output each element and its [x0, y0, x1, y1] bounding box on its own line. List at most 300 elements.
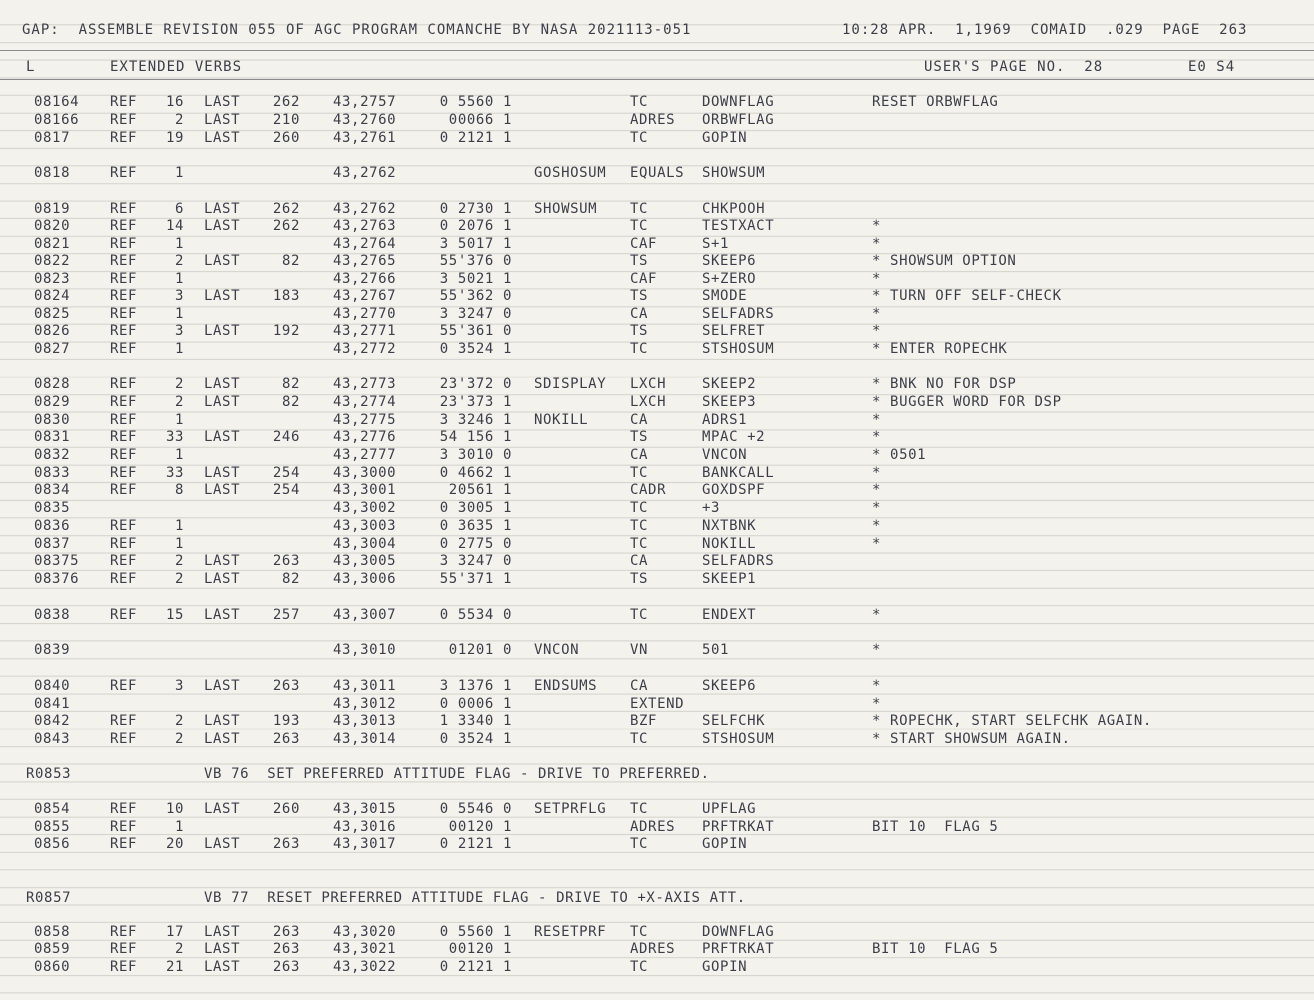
last-page: 257	[272, 607, 300, 623]
operand: TESTXACT	[702, 218, 775, 234]
last-page: 262	[272, 201, 300, 217]
label: RESETPRF	[534, 924, 607, 940]
opcode: TC	[630, 518, 649, 534]
operand: SELFRET	[702, 323, 766, 339]
octal-code: 3 5021 1	[439, 271, 512, 287]
line-number: 0839	[34, 642, 71, 658]
operand: SELFADRS	[702, 306, 775, 322]
listing-row	[0, 678, 1314, 696]
address: 43,3022	[333, 959, 397, 975]
last-page: 262	[272, 94, 300, 110]
ref-keyword: REF	[110, 607, 138, 623]
e0-s4-label: E0 S4	[1188, 59, 1236, 75]
last-page: 82	[281, 376, 300, 392]
listing-row	[0, 253, 1314, 271]
ref-count: 3	[174, 288, 184, 304]
last-page: 254	[272, 465, 300, 481]
ref-keyword: REF	[110, 941, 138, 957]
last-keyword: LAST	[204, 112, 241, 128]
banner-text: VB 77 RESET PREFERRED ATTITUDE FLAG - DRIVE TO +X-AXIS ATT.	[204, 890, 746, 906]
octal-code: 0 4662 1	[439, 465, 512, 481]
ref-keyword: REF	[110, 924, 138, 940]
ref-count: 1	[174, 271, 184, 287]
line-number: 0830	[34, 412, 71, 428]
listing-row	[0, 323, 1314, 341]
ref-keyword: REF	[110, 288, 138, 304]
last-page: 260	[272, 130, 300, 146]
line-number: 0834	[34, 482, 71, 498]
ref-count: 1	[174, 536, 184, 552]
ref-keyword: REF	[110, 341, 138, 357]
line-number: 0838	[34, 607, 71, 623]
address: 43,2775	[333, 412, 397, 428]
comment: *	[872, 465, 882, 481]
address: 43,3003	[333, 518, 397, 534]
octal-code: 0 3524 1	[439, 341, 512, 357]
ref-keyword: REF	[110, 218, 138, 234]
line-number: 08166	[34, 112, 80, 128]
operand: SHOWSUM	[702, 165, 766, 181]
listing-row	[0, 341, 1314, 359]
address: 43,3012	[333, 696, 397, 712]
operand: NOKILL	[702, 536, 757, 552]
operand: DOWNFLAG	[702, 924, 775, 940]
address: 43,3021	[333, 941, 397, 957]
ref-count: 2	[174, 553, 184, 569]
line-number: 0822	[34, 253, 71, 269]
ref-count: 33	[165, 429, 184, 445]
last-page: 263	[272, 836, 300, 852]
opcode: TS	[630, 323, 649, 339]
opcode: CA	[630, 678, 649, 694]
line-number: 0819	[34, 201, 71, 217]
octal-code: 55'376 0	[439, 253, 512, 269]
ref-keyword: REF	[110, 731, 138, 747]
ref-count: 1	[174, 165, 184, 181]
address: 43,2766	[333, 271, 397, 287]
ref-keyword: REF	[110, 271, 138, 287]
octal-code: 1 3340 1	[439, 713, 512, 729]
comment: BIT 10 FLAG 5	[872, 819, 999, 835]
last-page: 246	[272, 429, 300, 445]
opcode: VN	[630, 642, 649, 658]
opcode: TC	[630, 959, 649, 975]
ref-keyword: REF	[110, 376, 138, 392]
page-header	[0, 0, 1314, 80]
line-number: 0836	[34, 518, 71, 534]
listing-row	[0, 112, 1314, 130]
address: 43,3017	[333, 836, 397, 852]
last-page: 82	[281, 394, 300, 410]
operand: NXTBNK	[702, 518, 757, 534]
operand: SKEEP3	[702, 394, 757, 410]
line-number: 0828	[34, 376, 71, 392]
listing-row	[0, 288, 1314, 306]
ref-keyword: REF	[110, 412, 138, 428]
comment: *	[872, 236, 882, 252]
comment: *	[872, 482, 882, 498]
octal-code: 0 2775 0	[439, 536, 512, 552]
comment: * BNK NO FOR DSP	[872, 376, 1017, 392]
opcode: EQUALS	[630, 165, 685, 181]
section-title: EXTENDED VERBS	[110, 59, 243, 75]
ref-count: 14	[165, 218, 184, 234]
opcode: CADR	[630, 482, 667, 498]
listing-row	[0, 165, 1314, 183]
address: 43,2770	[333, 306, 397, 322]
address: 43,3014	[333, 731, 397, 747]
address: 43,2760	[333, 112, 397, 128]
assembly-title: GAP: ASSEMBLE REVISION 055 OF AGC PROGRAM COMANCHE BY NASA 2021113-051	[22, 22, 692, 38]
opcode: TC	[630, 536, 649, 552]
opcode: TS	[630, 571, 649, 587]
banner-row	[0, 890, 1314, 908]
ref-count: 10	[165, 801, 184, 817]
octal-code: 0 2730 1	[439, 201, 512, 217]
listing-row	[0, 482, 1314, 500]
banner-text: VB 76 SET PREFERRED ATTITUDE FLAG - DRIVE TO PREFERRED.	[204, 766, 710, 782]
operand: +3	[702, 500, 721, 516]
opcode: ADRES	[630, 112, 676, 128]
last-page: 82	[281, 571, 300, 587]
opcode: CA	[630, 553, 649, 569]
ref-keyword: REF	[110, 678, 138, 694]
opcode: TC	[630, 801, 649, 817]
last-page: 210	[272, 112, 300, 128]
last-page: 263	[272, 678, 300, 694]
comment: *	[872, 323, 882, 339]
listing-row	[0, 536, 1314, 554]
label: SHOWSUM	[534, 201, 598, 217]
octal-code: 3 3010 0	[439, 447, 512, 463]
address: 43,2757	[333, 94, 397, 110]
last-keyword: LAST	[204, 288, 241, 304]
last-keyword: LAST	[204, 465, 241, 481]
line-number: 0820	[34, 218, 71, 234]
opcode: BZF	[630, 713, 658, 729]
last-keyword: LAST	[204, 394, 241, 410]
ref-keyword: REF	[110, 236, 138, 252]
octal-code: 0 3635 1	[439, 518, 512, 534]
opcode: TC	[630, 731, 649, 747]
ref-keyword: REF	[110, 323, 138, 339]
label: SETPRFLG	[534, 801, 607, 817]
listing-row	[0, 218, 1314, 236]
opcode: CAF	[630, 271, 658, 287]
operand: GOPIN	[702, 130, 748, 146]
opcode: TC	[630, 341, 649, 357]
listing-row	[0, 447, 1314, 465]
last-keyword: LAST	[204, 94, 241, 110]
last-page: 263	[272, 924, 300, 940]
listing-row	[0, 941, 1314, 959]
comment: * SHOWSUM OPTION	[872, 253, 1017, 269]
ref-count: 1	[174, 306, 184, 322]
ref-keyword: REF	[110, 713, 138, 729]
octal-code: 0 5560 1	[439, 924, 512, 940]
label: ENDSUMS	[534, 678, 598, 694]
ref-keyword: REF	[110, 94, 138, 110]
octal-code: 0 5546 0	[439, 801, 512, 817]
line-number: 0827	[34, 341, 71, 357]
address: 43,2764	[333, 236, 397, 252]
last-keyword: LAST	[204, 130, 241, 146]
ref-keyword: REF	[110, 819, 138, 835]
listing-row	[0, 412, 1314, 430]
comment: *	[872, 696, 882, 712]
operand: GOPIN	[702, 836, 748, 852]
address: 43,2776	[333, 429, 397, 445]
operand: PRFTRKAT	[702, 941, 775, 957]
listing-row	[0, 836, 1314, 854]
listing-row	[0, 924, 1314, 942]
last-page: 263	[272, 731, 300, 747]
label: SDISPLAY	[534, 376, 607, 392]
address: 43,3015	[333, 801, 397, 817]
ref-count: 2	[174, 112, 184, 128]
octal-code: 0 2121 1	[439, 130, 512, 146]
octal-code: 0 3005 1	[439, 500, 512, 516]
operand: UPFLAG	[702, 801, 757, 817]
comment: * START SHOWSUM AGAIN.	[872, 731, 1071, 747]
listing-row	[0, 236, 1314, 254]
octal-code: 23'372 0	[439, 376, 512, 392]
operand: ENDEXT	[702, 607, 757, 623]
octal-code: 55'362 0	[439, 288, 512, 304]
line-number: 0858	[34, 924, 71, 940]
line-number: R0853	[26, 766, 72, 782]
octal-code: 0 2121 1	[439, 836, 512, 852]
opcode: TC	[630, 836, 649, 852]
last-page: 263	[272, 959, 300, 975]
ref-count: 2	[174, 376, 184, 392]
last-keyword: LAST	[204, 482, 241, 498]
last-keyword: LAST	[204, 201, 241, 217]
listing-row	[0, 130, 1314, 148]
line-number: 0841	[34, 696, 71, 712]
ref-keyword: REF	[110, 959, 138, 975]
line-number: 0837	[34, 536, 71, 552]
address: 43,3010	[333, 642, 397, 658]
opcode: TC	[630, 130, 649, 146]
octal-code: 0 5534 0	[439, 607, 512, 623]
last-keyword: LAST	[204, 571, 241, 587]
opcode: CA	[630, 447, 649, 463]
opcode: TC	[630, 607, 649, 623]
address: 43,2763	[333, 218, 397, 234]
last-keyword: LAST	[204, 323, 241, 339]
octal-code: 54 156 1	[439, 429, 512, 445]
ref-count: 1	[174, 236, 184, 252]
opcode: TC	[630, 465, 649, 481]
ref-count: 2	[174, 941, 184, 957]
last-page: 82	[281, 253, 300, 269]
line-number: 0829	[34, 394, 71, 410]
opcode: TS	[630, 288, 649, 304]
address: 43,3016	[333, 819, 397, 835]
octal-code: 0 0006 1	[439, 696, 512, 712]
last-keyword: LAST	[204, 607, 241, 623]
last-page: 254	[272, 482, 300, 498]
operand: ADRS1	[702, 412, 748, 428]
operand: S+1	[702, 236, 730, 252]
listing-row	[0, 429, 1314, 447]
last-keyword: LAST	[204, 731, 241, 747]
operand: SKEEP1	[702, 571, 757, 587]
line-number: 0826	[34, 323, 71, 339]
address: 43,2772	[333, 341, 397, 357]
comment: * 0501	[872, 447, 927, 463]
address: 43,3013	[333, 713, 397, 729]
ref-count: 2	[174, 394, 184, 410]
ref-count: 2	[174, 253, 184, 269]
line-number: 0832	[34, 447, 71, 463]
ref-keyword: REF	[110, 112, 138, 128]
ref-keyword: REF	[110, 465, 138, 481]
ref-keyword: REF	[110, 165, 138, 181]
line-number: 0856	[34, 836, 71, 852]
address: 43,2773	[333, 376, 397, 392]
ref-keyword: REF	[110, 801, 138, 817]
ref-keyword: REF	[110, 536, 138, 552]
octal-code: 3 5017 1	[439, 236, 512, 252]
opcode: LXCH	[630, 394, 667, 410]
header-rule-bottom	[0, 79, 1314, 80]
address: 43,3011	[333, 678, 397, 694]
comment: *	[872, 500, 882, 516]
listing-row	[0, 376, 1314, 394]
address: 43,2777	[333, 447, 397, 463]
opcode: CA	[630, 412, 649, 428]
octal-code: 55'371 1	[439, 571, 512, 587]
last-keyword: LAST	[204, 941, 241, 957]
line-number: 08376	[34, 571, 80, 587]
ref-count: 16	[165, 94, 184, 110]
listing-type: L	[26, 59, 36, 75]
listing-row	[0, 394, 1314, 412]
line-number: 0843	[34, 731, 71, 747]
last-keyword: LAST	[204, 836, 241, 852]
ref-keyword: REF	[110, 130, 138, 146]
octal-code: 0 2076 1	[439, 218, 512, 234]
listing-row	[0, 306, 1314, 324]
comment: *	[872, 271, 882, 287]
address: 43,3020	[333, 924, 397, 940]
octal-code: 00066 1	[448, 112, 512, 128]
line-number: 0824	[34, 288, 71, 304]
address: 43,2774	[333, 394, 397, 410]
last-page: 263	[272, 553, 300, 569]
last-keyword: LAST	[204, 218, 241, 234]
listing-row	[0, 642, 1314, 660]
ref-keyword: REF	[110, 553, 138, 569]
last-keyword: LAST	[204, 429, 241, 445]
label: GOSHOSUM	[534, 165, 607, 181]
last-keyword: LAST	[204, 553, 241, 569]
ref-count: 2	[174, 713, 184, 729]
opcode: TC	[630, 924, 649, 940]
line-number: 0818	[34, 165, 71, 181]
address: 43,2765	[333, 253, 397, 269]
opcode: TS	[630, 429, 649, 445]
operand: GOPIN	[702, 959, 748, 975]
last-page: 260	[272, 801, 300, 817]
octal-code: 3 3247 0	[439, 553, 512, 569]
address: 43,2761	[333, 130, 397, 146]
ref-count: 20	[165, 836, 184, 852]
ref-count: 6	[174, 201, 184, 217]
ref-count: 1	[174, 518, 184, 534]
listing-row	[0, 731, 1314, 749]
user-page-number: USER'S PAGE NO. 28	[924, 59, 1104, 75]
operand: S+ZERO	[702, 271, 757, 287]
last-page: 263	[272, 941, 300, 957]
last-keyword: LAST	[204, 376, 241, 392]
last-keyword: LAST	[204, 959, 241, 975]
ref-count: 1	[174, 447, 184, 463]
opcode: TC	[630, 94, 649, 110]
operand: ORBWFLAG	[702, 112, 775, 128]
ref-count: 2	[174, 571, 184, 587]
octal-code: 3 3247 0	[439, 306, 512, 322]
ref-count: 21	[165, 959, 184, 975]
comment: BIT 10 FLAG 5	[872, 941, 999, 957]
address: 43,3004	[333, 536, 397, 552]
listing-row	[0, 271, 1314, 289]
last-page: 262	[272, 218, 300, 234]
last-page: 192	[272, 323, 300, 339]
octal-code: 0 3524 1	[439, 731, 512, 747]
address: 43,3007	[333, 607, 397, 623]
address: 43,3002	[333, 500, 397, 516]
operand: GOXDSPF	[702, 482, 766, 498]
line-number: 0831	[34, 429, 71, 445]
operand: SKEEP2	[702, 376, 757, 392]
ref-keyword: REF	[110, 201, 138, 217]
ref-keyword: REF	[110, 394, 138, 410]
listing-row	[0, 819, 1314, 837]
opcode: TS	[630, 253, 649, 269]
comment: * ENTER ROPECHK	[872, 341, 1008, 357]
line-number: 0821	[34, 236, 71, 252]
ref-count: 3	[174, 323, 184, 339]
line-number: 0860	[34, 959, 71, 975]
ref-keyword: REF	[110, 447, 138, 463]
last-page: 183	[272, 288, 300, 304]
opcode: TC	[630, 500, 649, 516]
operand: STSHOSUM	[702, 731, 775, 747]
comment: *	[872, 678, 882, 694]
comment: * TURN OFF SELF-CHECK	[872, 288, 1062, 304]
operand: SMODE	[702, 288, 748, 304]
ref-count: 19	[165, 130, 184, 146]
octal-code: 01201 0	[448, 642, 512, 658]
ref-keyword: REF	[110, 429, 138, 445]
ref-count: 1	[174, 341, 184, 357]
octal-code: 00120 1	[448, 819, 512, 835]
ref-count: 33	[165, 465, 184, 481]
octal-code: 23'373 1	[439, 394, 512, 410]
ref-count: 15	[165, 607, 184, 623]
listing-row	[0, 518, 1314, 536]
opcode: TC	[630, 201, 649, 217]
line-number: 0833	[34, 465, 71, 481]
opcode: ADRES	[630, 819, 676, 835]
ref-keyword: REF	[110, 518, 138, 534]
operand: SELFCHK	[702, 713, 766, 729]
line-number: 0823	[34, 271, 71, 287]
operand: DOWNFLAG	[702, 94, 775, 110]
